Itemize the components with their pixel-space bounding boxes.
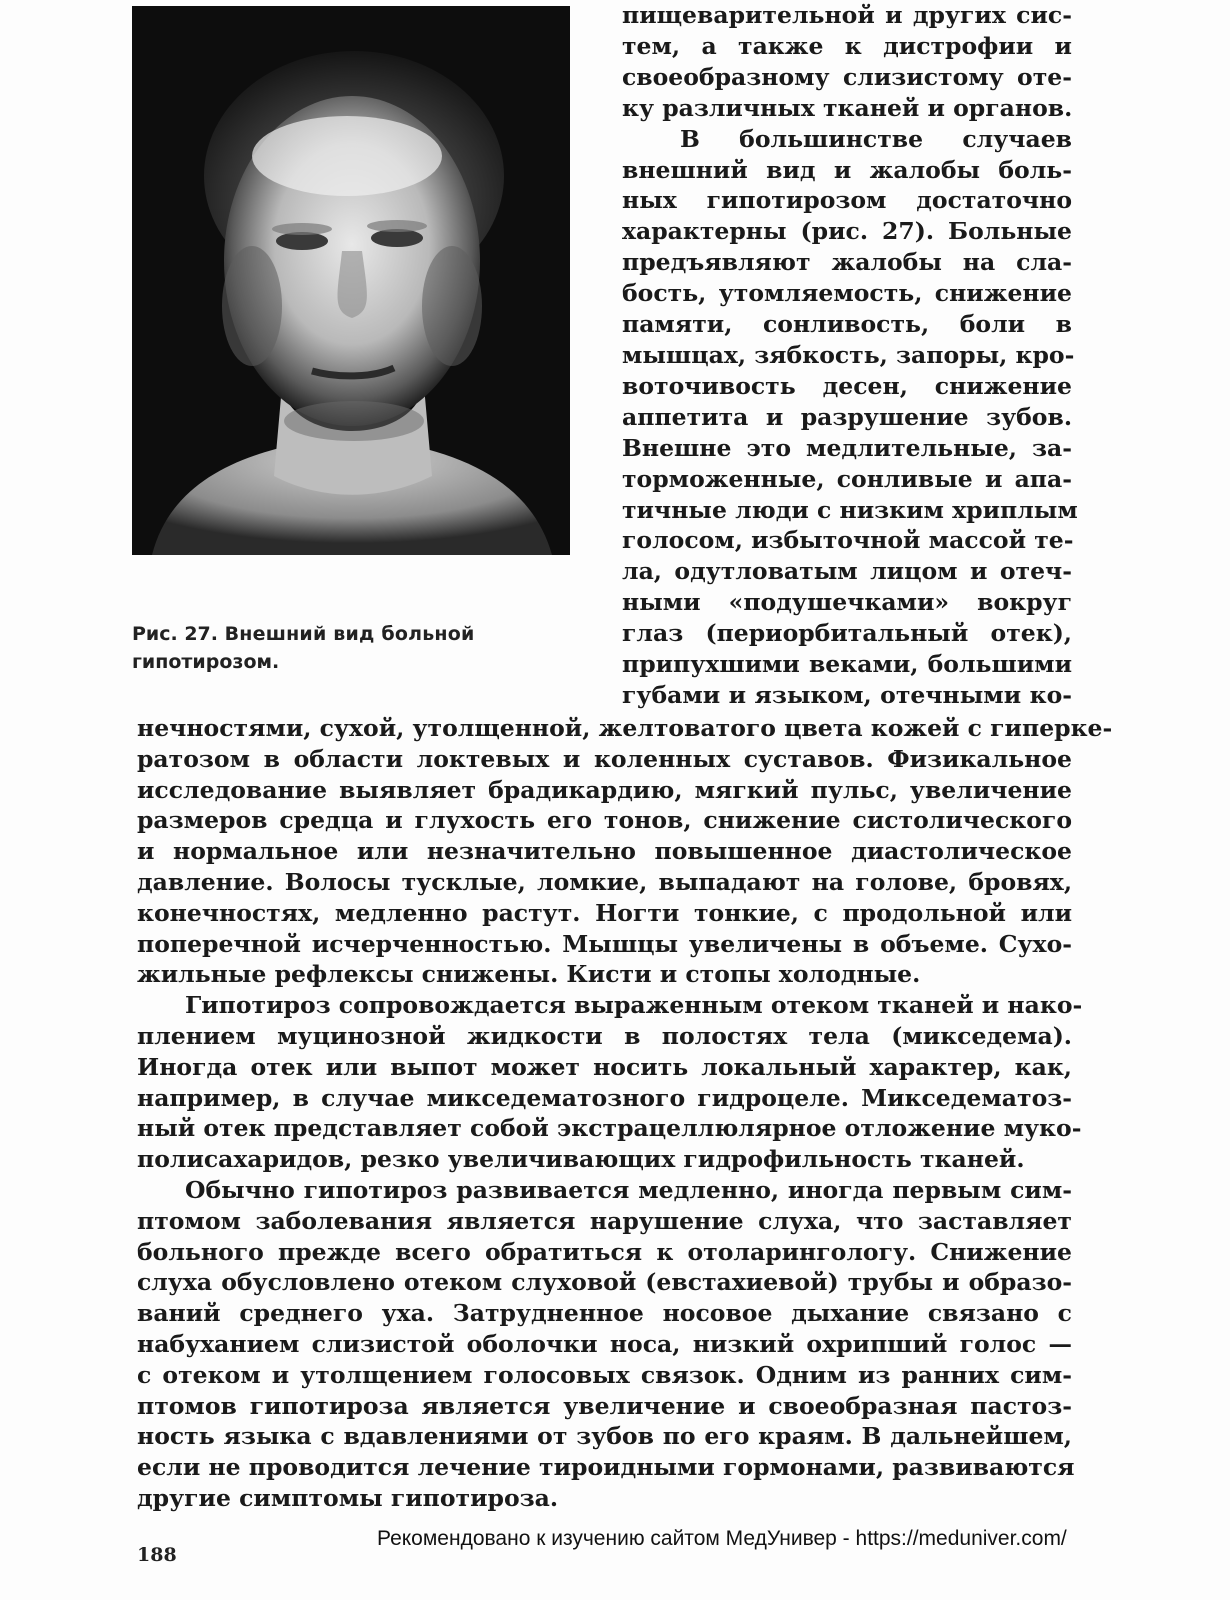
text-line: губами и языком, отечными ко- xyxy=(622,680,1072,709)
text-line: ными «подушечками» вокруг xyxy=(622,588,1072,617)
patient-photo xyxy=(132,6,570,555)
text-line: воточивость десен, снижение xyxy=(622,371,1072,400)
text-line: памяти, сонливость, боли в xyxy=(622,310,1072,339)
text-line: Гипотироз сопровождается выраженным отеком тканей и нако- xyxy=(185,991,1083,1020)
text-line: предъявляют жалобы на сла- xyxy=(622,248,1072,277)
text-line: глаз (периорбитальный отек), xyxy=(622,619,1072,648)
text-line: другие симптомы гипотироза. xyxy=(137,1483,559,1512)
text-line: своеобразному слизистому оте- xyxy=(622,62,1072,91)
text-line: конечностях, медленно растут. Ногти тонкие, с продольной или xyxy=(137,898,1072,927)
text-line: Внешне это медлительные, за- xyxy=(622,433,1072,462)
paragraph-1 xyxy=(137,713,1113,990)
text-line: голосом, избыточной массой те- xyxy=(622,526,1074,555)
portrait-image xyxy=(132,6,570,555)
text-line: с отеком и утолщением голосовых связок. Одним из ранних сим- xyxy=(137,1360,1072,1389)
text-line: Иногда отек или выпот может носить локальный характер, как, xyxy=(137,1052,1072,1081)
page-number: 188 xyxy=(137,1544,177,1566)
text-line: В большинстве случаев xyxy=(680,124,1072,153)
text-line: мышцах, зябкость, запоры, кро- xyxy=(622,340,1075,369)
text-line: внешний вид и жалобы боль- xyxy=(622,155,1072,184)
text-line: припухшими веками, большими xyxy=(622,650,1072,679)
text-line: набуханием слизистой оболочки носа, низкий охрипший голос — xyxy=(137,1329,1072,1358)
text-line: например, в случае микседематозного гидроцеле. Микседематоз- xyxy=(137,1083,1072,1112)
text-line: давление. Волосы тусклые, ломкие, выпадают на голове, бровях, xyxy=(137,867,1072,896)
right-column-text xyxy=(622,0,1078,711)
text-line: бость, утомляемость, снижение xyxy=(622,279,1072,308)
text-line: характерны (рис. 27). Больные xyxy=(622,217,1072,246)
figure-label: Рис. 27. xyxy=(132,623,218,645)
text-line: ла, одутловатым лицом и отеч- xyxy=(622,557,1072,586)
text-line: ный отек представляет собой экстрацеллюлярное отложение муко- xyxy=(137,1114,1082,1143)
site-watermark: Рекомендовано к изучению сайтом МедУнивер - https://meduniver.com/ xyxy=(377,1527,1067,1550)
text-line: полисахаридов, резко увеличивающих гидрофильность тканей. xyxy=(137,1145,1025,1174)
text-line: торможенные, сонливые и апа- xyxy=(622,464,1072,493)
text-line: нечностями, сухой, утолщенной, желтоватого цвета кожей с гиперке- xyxy=(137,714,1113,742)
text-line: Обычно гипотироз развивается медленно, иногда первым сим- xyxy=(185,1175,1072,1204)
text-line: размеров средца и глухость его тонов, снижение систолического xyxy=(137,806,1072,835)
figure-caption xyxy=(132,620,562,676)
figure-caption-line1: Внешний вид больной xyxy=(224,623,475,645)
text-line: пищеварительной и других сис- xyxy=(622,1,1072,29)
text-line: поперечной исчерченностью. Мышцы увеличены в объеме. Сухо- xyxy=(137,929,1072,958)
text-line: ность языка с вдавлениями от зубов по его краям. В дальнейшем, xyxy=(137,1422,1072,1451)
text-line: если не проводится лечение тироидными гормонами, развиваются xyxy=(137,1453,1075,1482)
text-line: птомом заболевания является нарушение слуха, что заставляет xyxy=(137,1206,1072,1235)
text-line: и нормальное или незначительно повышенное диастолическое xyxy=(137,837,1072,866)
text-line: ных гипотирозом достаточно xyxy=(622,186,1072,215)
text-line: исследование выявляет брадикардию, мягкий пульс, увеличение xyxy=(137,775,1072,804)
text-line: птомов гипотироза является увеличение и своеобразная пастоз- xyxy=(137,1391,1072,1420)
text-line: ку различных тканей и органов. xyxy=(622,93,1073,122)
figure-caption-line2: гипотирозом. xyxy=(132,651,280,673)
paragraph-2 xyxy=(137,990,1083,1175)
text-line: жильные рефлексы снижены. Кисти и стопы холодные. xyxy=(137,960,921,989)
body-text xyxy=(137,713,1113,1514)
text-line: больного прежде всего обратиться к отоларингологу. Снижение xyxy=(137,1237,1072,1266)
text-line: плением муцинозной жидкости в полостях тела (микседема). xyxy=(137,1021,1072,1050)
text-line: ваний среднего уха. Затрудненное носовое дыхание связано с xyxy=(137,1299,1072,1328)
text-line: тичные люди с низким хриплым xyxy=(622,495,1078,524)
text-line: тем, а также к дистрофии и xyxy=(622,31,1072,60)
text-line: ратозом в области локтевых и коленных суставов. Физикальное xyxy=(137,744,1072,773)
text-line: слуха обусловлено отеком слуховой (евстахиевой) трубы и образо- xyxy=(137,1268,1072,1297)
paragraph-3 xyxy=(137,1175,1075,1514)
text-line: аппетита и разрушение зубов. xyxy=(622,402,1072,431)
